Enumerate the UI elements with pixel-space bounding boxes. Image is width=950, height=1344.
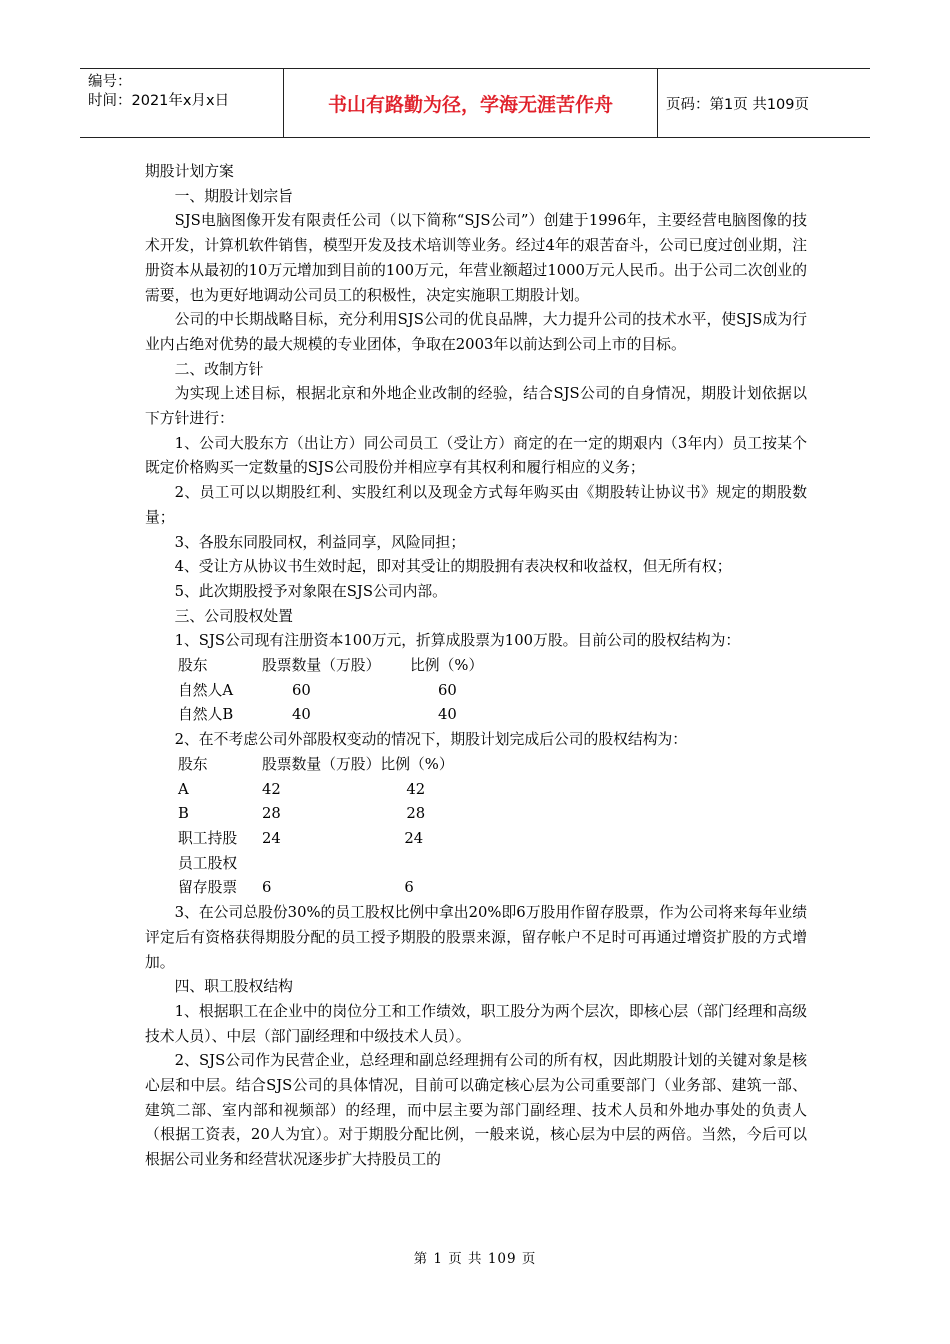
table-cell: 42 xyxy=(262,780,281,798)
header-meta xyxy=(80,69,284,137)
paragraph: 2、SJS公司作为民营企业，总经理和副总经理拥有公司的所有权，因此期股计划的关键对象是核心层和中层。结合SJS公司的具体情况，目前可以确定核心层为公司重要部门（业务部、建筑一部、建筑二部、室内部和视频部）的经理，而中层主要为部门副经理、技术人员和外地办事处的负责人（根据工资表，20人为宜）。对于期股分配比例，一般来说，核心层为中层的两倍。当然，今后可以根据公司业务和经营状况逐步扩大持股员工的 xyxy=(145,1052,807,1169)
table-cell: 24 xyxy=(262,829,281,847)
table-header-cell: 股票数量（万股） xyxy=(262,657,381,675)
document-body xyxy=(145,160,807,1173)
table-cell: 42 xyxy=(406,780,426,798)
paragraph: 1、SJS公司现有注册资本100万元，折算成股票为100万股。目前公司的股权结构为： xyxy=(174,632,741,650)
list-item: 5、此次期股授予对象限在SJS公司内部。 xyxy=(174,582,447,600)
section-heading: 一、期股计划宗旨 xyxy=(174,187,293,205)
table-cell: 6 xyxy=(404,879,414,897)
table-cell: 28 xyxy=(406,805,426,823)
table-header-cell: 比例（%） xyxy=(380,755,454,773)
list-item: 4、受让方从协议书生效时起，即对其受让的期股拥有表决权和收益权，但无所有权； xyxy=(174,558,732,576)
page-header xyxy=(80,68,870,138)
page-footer: 第 1 页 共 109 页 xyxy=(413,1251,537,1267)
table-header-cell: 股东 xyxy=(178,657,208,675)
table-row xyxy=(178,827,454,852)
table-cell: B xyxy=(178,805,189,823)
table-cell: 40 xyxy=(292,706,311,724)
table-header-cell: 股东 xyxy=(178,755,208,773)
equity-table-current xyxy=(178,654,483,728)
equity-table-after xyxy=(178,753,454,901)
table-header-cell: 股票数量（万股） xyxy=(262,755,381,773)
table-row xyxy=(178,876,454,901)
paragraph: 3、在公司总股份30%的员工股权比例中拿出20%即6万股用作留存股票，作为公司将来每年业绩评定后有资格获得期股分配的员工授予期股的股票来源，留存帐户不足时可再通过增资扩股的方式增加。 xyxy=(145,904,807,971)
table-cell: 28 xyxy=(262,805,281,823)
section-heading: 二、改制方针 xyxy=(174,360,264,378)
table-row xyxy=(178,679,483,704)
table-header-row xyxy=(178,753,454,778)
table-cell: 自然人B xyxy=(178,706,234,724)
table-cell: A xyxy=(178,780,189,798)
document-title: 期股计划方案 xyxy=(145,163,234,180)
paragraph: 2、在不考虑公司外部股权变动的情况下，期股计划完成后公司的股权结构为： xyxy=(174,731,688,749)
table-cell: 40 xyxy=(438,706,457,724)
table-header-row xyxy=(178,654,483,679)
table-header-cell: 比例（%） xyxy=(410,657,484,675)
list-item: 2、员工可以以期股红利、实股红利以及现金方式每年购买由《期股转让协议书》规定的期股数量； xyxy=(145,484,807,526)
table-row xyxy=(178,703,483,728)
table-cell: 职工持股 xyxy=(178,829,238,847)
list-item: 1、公司大股东方（出让方）同公司员工（受让方）商定的在一定的期艰内（3年内）员工按某个既定价格购买一定数量的SJS公司股份并相应享有其权利和履行相应的义务； xyxy=(145,434,807,477)
paragraph: 1、根据职工在企业中的岗位分工和工作绩效，职工股分为两个层次，即核心层（部门经理和高级技术人员）、中层（部门副经理和中级技术人员）。 xyxy=(145,1002,807,1045)
motto: 书山有路勤为径，学海无涯苦作舟 xyxy=(284,69,658,137)
table-cell xyxy=(262,852,380,877)
table-cell: 60 xyxy=(292,681,311,699)
table-row xyxy=(178,802,454,827)
table-row xyxy=(178,852,454,877)
list-item: 3、各股东同股同权，利益同享，风险同担； xyxy=(174,533,466,551)
table-cell: 24 xyxy=(404,829,424,847)
number-label: 编号： xyxy=(88,74,132,90)
date-line: 时间：2021年x月x日 xyxy=(88,93,230,109)
table-cell: 60 xyxy=(438,681,457,699)
paragraph: 公司的中长期战略目标，充分利用SJS公司的优良品牌，大力提升公司的技术水平，使SJS成为行业内占绝对优势的最大规模的专业团体，争取在2003年以前达到公司上市的目标。 xyxy=(145,311,807,353)
table-cell xyxy=(380,852,453,877)
table-cell: 员工股权 xyxy=(178,854,238,872)
table-cell: 自然人A xyxy=(178,681,234,699)
table-cell: 6 xyxy=(262,879,272,897)
section-heading: 三、公司股权处置 xyxy=(174,607,293,625)
table-row xyxy=(178,778,454,803)
table-cell: 留存股票 xyxy=(178,879,238,897)
page-info: 页码：第1页 共109页 xyxy=(666,96,810,113)
paragraph: SJS电脑图像开发有限责任公司（以下简称“SJS公司”）创建于1996年，主要经营电脑图像的技术开发，计算机软件销售，模型开发及技术培训等业务。经过4年的艰苦奋斗，公司已度过创业期，注册资本从最初的10万元增加到目前的100万元，年营业额超过1000万元人民币。出于公司二次创业的需要，也为更好地调动公司员工的积极性，决定实施职工期股计划。 xyxy=(145,212,807,304)
paragraph: 为实现上述目标，根据北京和外地企业改制的经验，结合SJS公司的自身情况，期股计划依据以下方针进行： xyxy=(145,385,807,428)
section-heading: 四、职工股权结构 xyxy=(174,978,293,996)
